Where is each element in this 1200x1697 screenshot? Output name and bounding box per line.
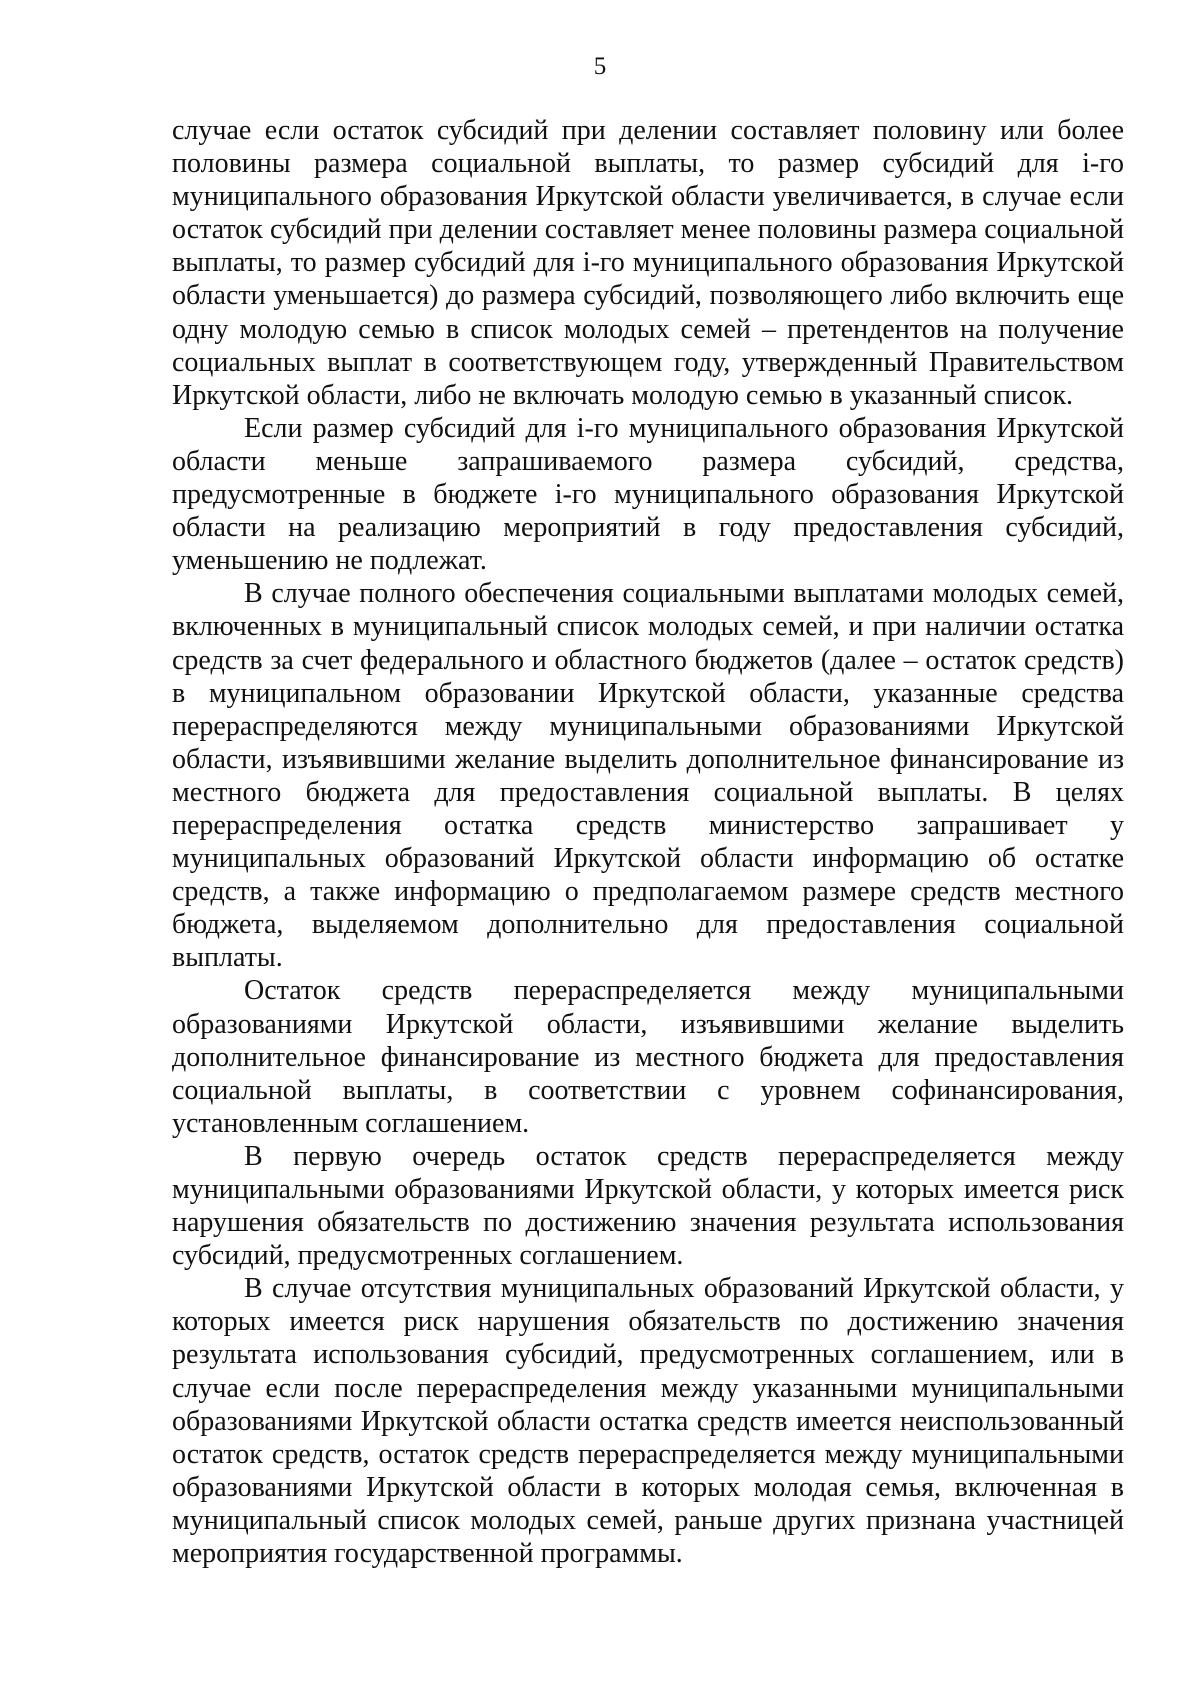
paragraph-priority: В первую очередь остаток средств перераспределяется между муниципальными образованиями Иркутской области, у которых имеется риск нарушения обязательств по достижению значения результата использования субсидий, предусмотренных соглашением. (172, 1140, 1124, 1272)
page-number: 5 (593, 53, 607, 80)
paragraph-subsidy-size: Если размер субсидий для i-го муниципального образования Иркутской области меньше запрашиваемого размера субсидий, средства, предусмотренные в бюджете i-го муниципального образования Иркутской области на реализацию мероприятий в году предоставления субсидий, уменьшению не подлежат. (172, 412, 1124, 577)
paragraph-continuation: случае если остаток субсидий при делении составляет половину или более половины размера социальной выплаты, то размер субсидий для i-го муниципального образования Иркутской области увеличивается, в случае если остаток субсидий при делении составляет менее половины размера социальной выплаты, то размер субсидий для i-го муниципального образования Иркутской области уменьшается) до размера субсидий, позволяющего либо включить еще одну молодую семью в список молодых семей – претендентов на получение социальных выплат в соответствующем году, утвержденный Правительством Иркутской области, либо не включать молодую семью в указанный список. (172, 115, 1124, 411)
document-body (172, 114, 1124, 1570)
paragraph-absence-of-risk: В случае отсутствия муниципальных образований Иркутской области, у которых имеется риск нарушения обязательств по достижению значения результата использования субсидий, предусмотренных соглашением, или в случае если после перераспределения между указанными муниципальными образованиями Иркутской области остатка средств имеется неиспользованный остаток средств, остаток средств перераспределяется между муниципальными образованиями Иркутской области в которых молодая семья, включенная в муниципальный список молодых семей, раньше других признана участницей мероприятия государственной программы. (172, 1273, 1124, 1570)
paragraph-redistribution: В случае полного обеспечения социальными выплатами молодых семей, включенных в муниципальный список молодых семей, и при наличии остатка средств за счет федерального и областного бюджетов (далее – остаток средств) в муниципальном образовании Иркутской области, указанные средства перераспределяются между муниципальными образованиями Иркутской области, изъявившими желание выделить дополнительное финансирование из местного бюджета для предоставления социальной выплаты. В целях перераспределения остатка средств министерство запрашивает у муниципальных образований Иркутской области информацию об остатке средств, а также информацию о предполагаемом размере средств местного бюджета, выделяемом дополнительно для предоставления социальной выплаты. (172, 578, 1124, 974)
paragraph-remainder-cofinancing: Остаток средств перераспределяется между муниципальными образованиями Иркутской области, изъявившими желание выделить дополнительное финансирование из местного бюджета для предоставления социальной выплаты, в соответствии с уровнем софинансирования, установленным соглашением. (172, 975, 1124, 1139)
